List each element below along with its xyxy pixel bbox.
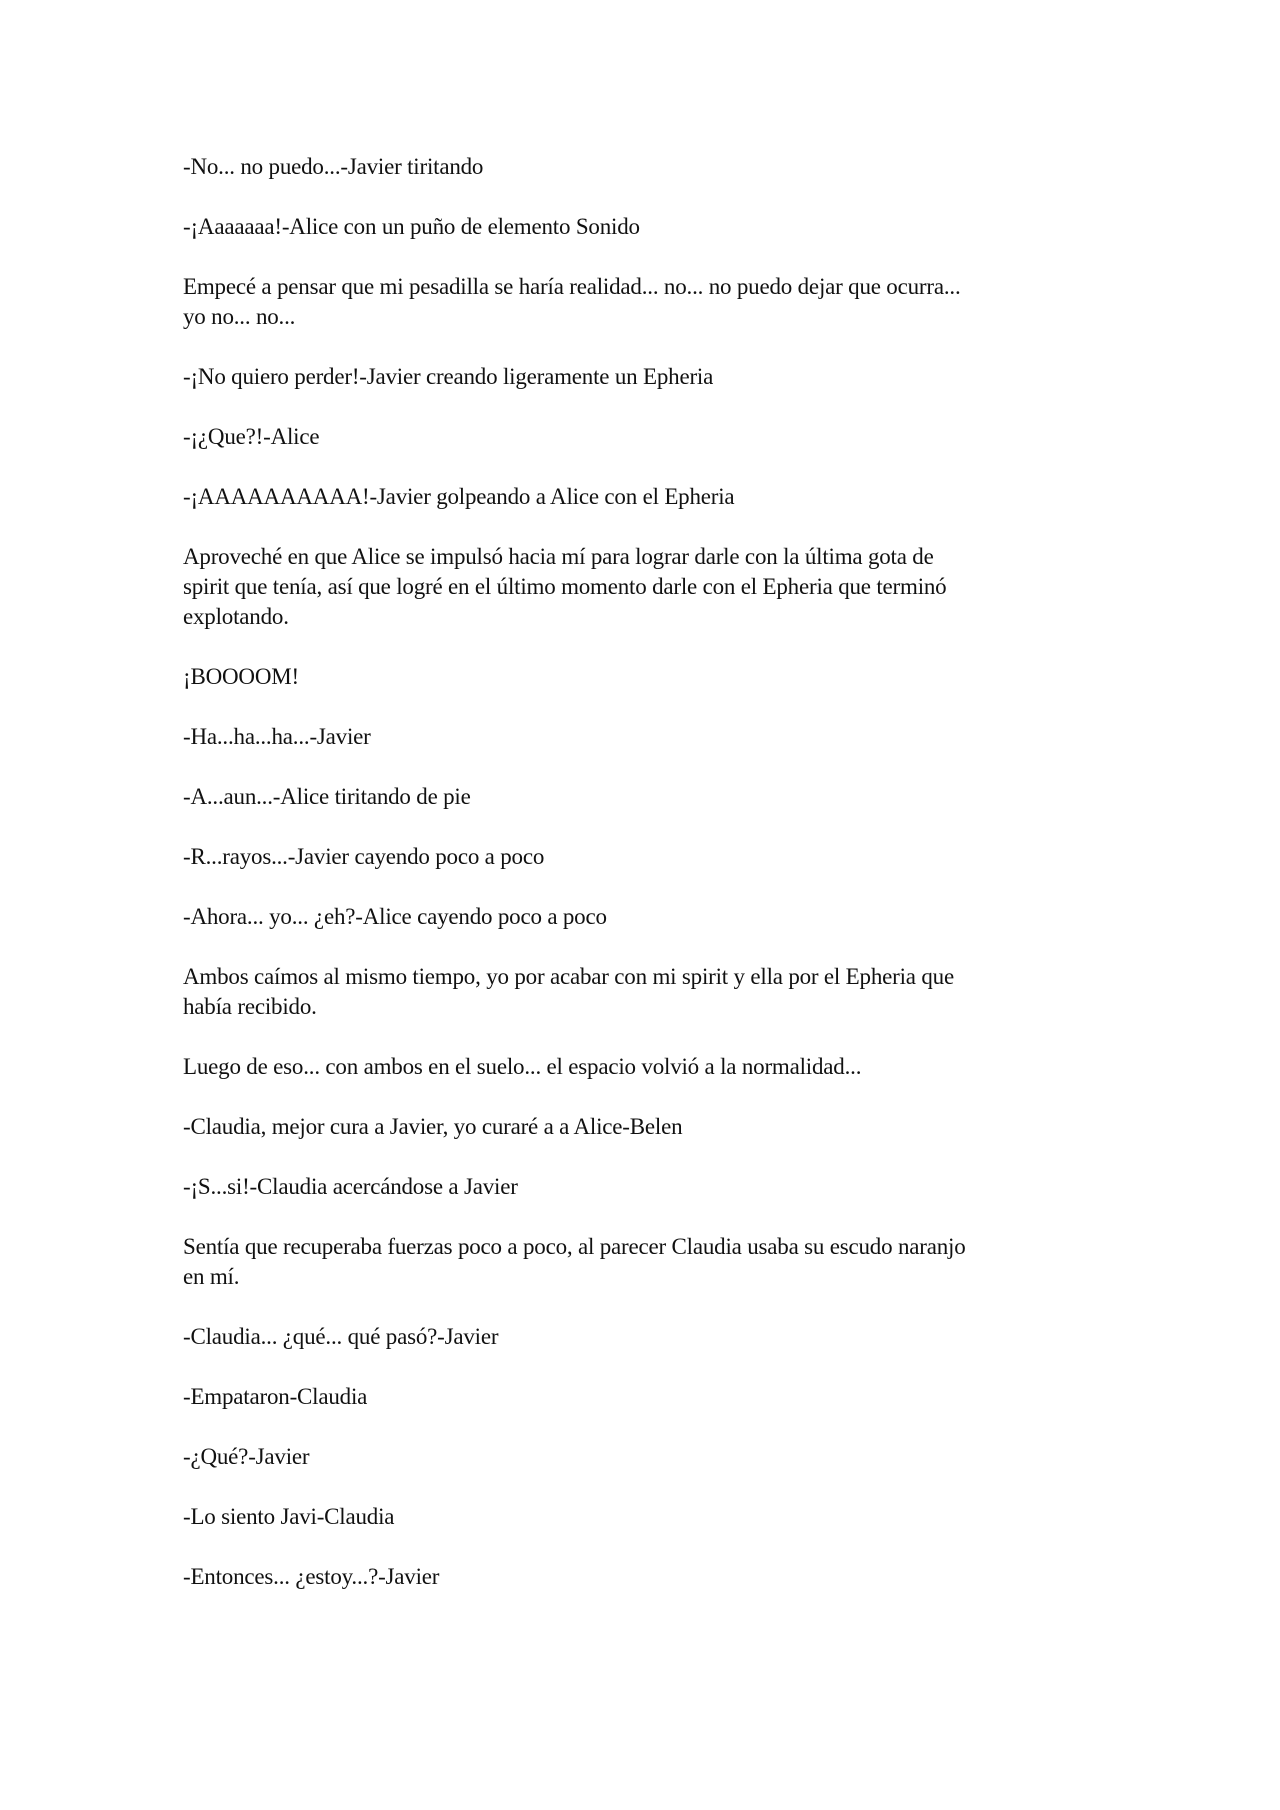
text-line: ¡BOOOOM! [183, 664, 299, 689]
paragraph [183, 422, 1103, 452]
paragraph [183, 1382, 1103, 1412]
paragraph [183, 1052, 1103, 1082]
text-line: Sentía que recuperaba fuerzas poco a poco, al parecer Claudia usaba su escudo naranjo [183, 1234, 966, 1259]
text-line: spirit que tenía, así que logré en el último momento darle con el Epheria que terminó [183, 574, 947, 599]
paragraph [183, 902, 1103, 932]
paragraph [183, 482, 1103, 512]
paragraph [183, 962, 1103, 1022]
document-page [183, 152, 1103, 1622]
paragraph [183, 1562, 1103, 1592]
text-line: yo no... no... [183, 304, 296, 329]
text-line: -¡¿Que?!-Alice [183, 424, 320, 449]
text-line: Luego de eso... con ambos en el suelo... el espacio volvió a la normalidad... [183, 1054, 862, 1079]
text-line: -R...rayos...-Javier cayendo poco a poco [183, 844, 545, 869]
text-line: -Entonces... ¿estoy...?-Javier [183, 1564, 440, 1589]
paragraph [183, 662, 1103, 692]
text-line: -Ha...ha...ha...-Javier [183, 724, 371, 749]
text-line: Ambos caímos al mismo tiempo, yo por acabar con mi spirit y ella por el Epheria que [183, 964, 954, 989]
text-line: -¿Qué?-Javier [183, 1444, 310, 1469]
paragraph [183, 1232, 1103, 1292]
paragraph [183, 1322, 1103, 1352]
paragraph [183, 362, 1103, 392]
text-line: -Ahora... yo... ¿eh?-Alice cayendo poco a poco [183, 904, 607, 929]
text-line: -¡AAAAAAAAAA!-Javier golpeando a Alice con el Epheria [183, 484, 735, 509]
text-line: -No... no puedo...-Javier tiritando [183, 154, 484, 179]
text-line: -Claudia, mejor cura a Javier, yo curaré a a Alice-Belen [183, 1114, 683, 1139]
text-line: Aproveché en que Alice se impulsó hacia mí para lograr darle con la última gota de [183, 544, 934, 569]
text-line: había recibido. [183, 994, 317, 1019]
text-line: -Empataron-Claudia [183, 1384, 368, 1409]
paragraph [183, 842, 1103, 872]
text-line: Empecé a pensar que mi pesadilla se haría realidad... no... no puedo dejar que ocurra... [183, 274, 961, 299]
paragraph [183, 782, 1103, 812]
paragraph [183, 1112, 1103, 1142]
text-line: -Claudia... ¿qué... qué pasó?-Javier [183, 1324, 499, 1349]
text-line: explotando. [183, 604, 289, 629]
paragraph [183, 542, 1103, 632]
paragraph [183, 1502, 1103, 1532]
text-line: -A...aun...-Alice tiritando de pie [183, 784, 471, 809]
paragraph [183, 1172, 1103, 1202]
paragraph [183, 272, 1103, 332]
paragraph [183, 152, 1103, 182]
text-line: -Lo siento Javi-Claudia [183, 1504, 395, 1529]
text-line: en mí. [183, 1264, 240, 1289]
text-line: -¡Aaaaaaa!-Alice con un puño de elemento Sonido [183, 214, 640, 239]
paragraph [183, 1442, 1103, 1472]
text-line: -¡S...si!-Claudia acercándose a Javier [183, 1174, 518, 1199]
paragraph [183, 722, 1103, 752]
paragraph [183, 212, 1103, 242]
text-line: -¡No quiero perder!-Javier creando ligeramente un Epheria [183, 364, 714, 389]
